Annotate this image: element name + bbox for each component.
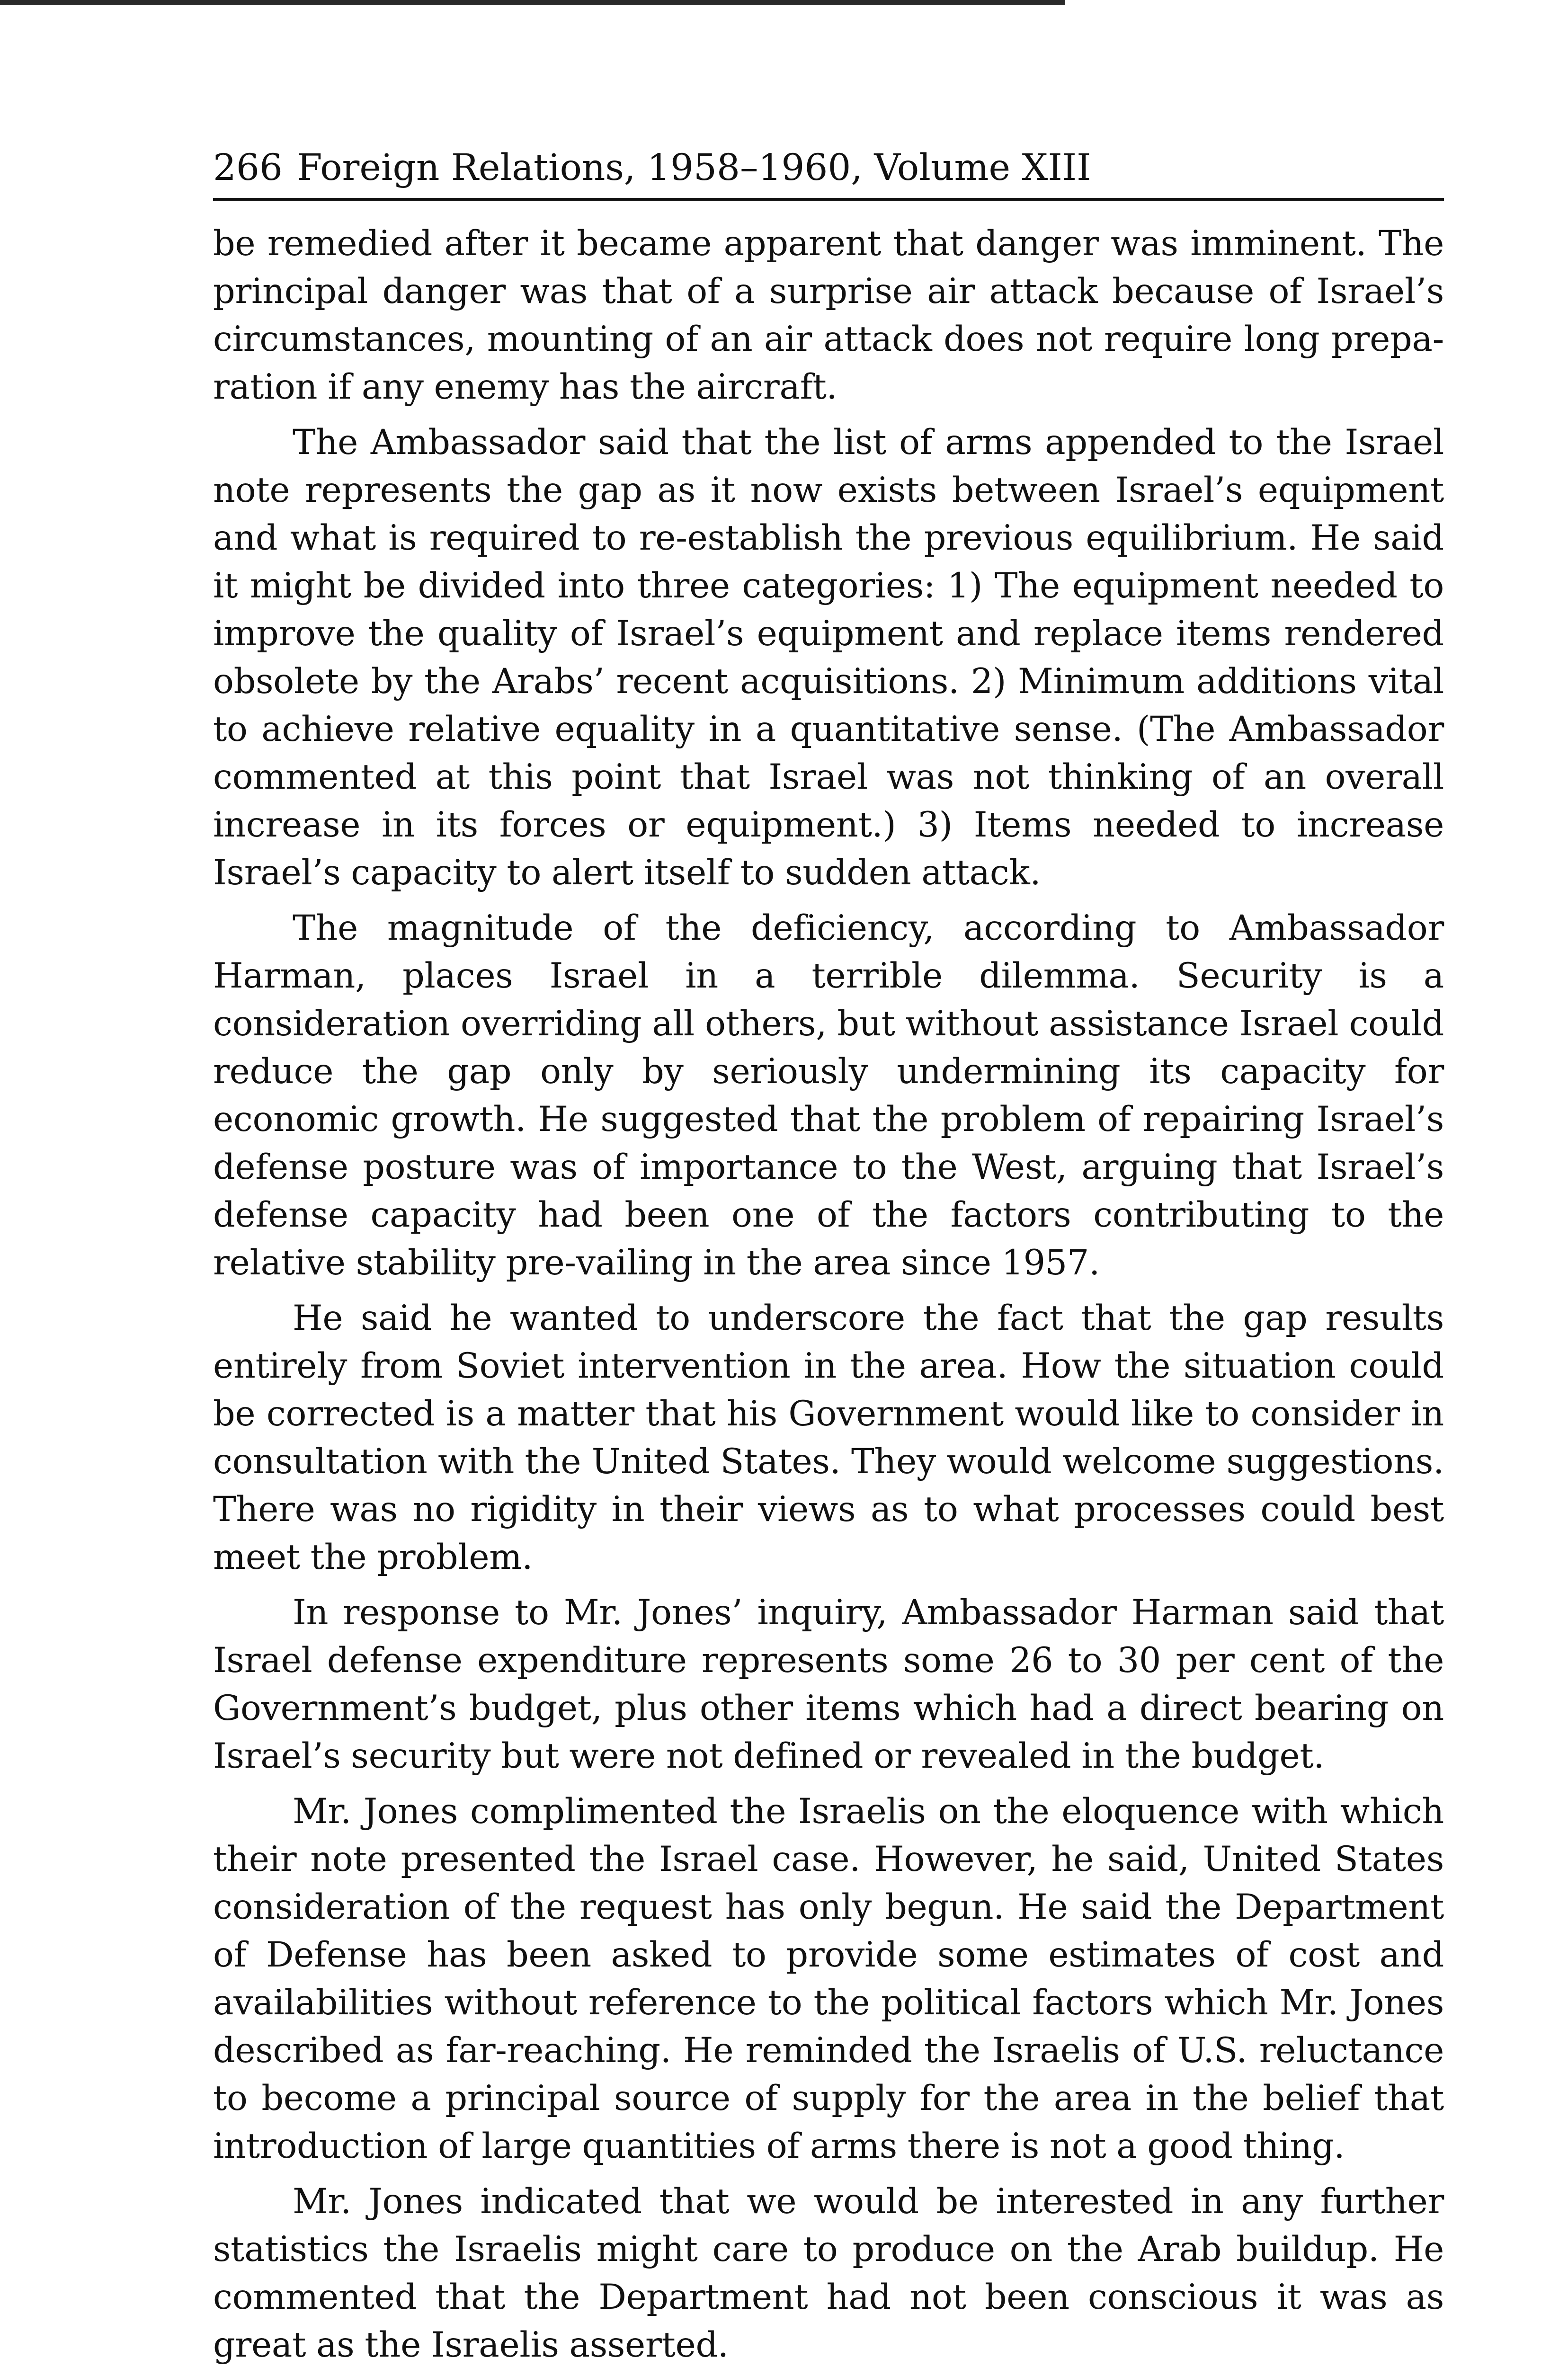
page-top-edge xyxy=(0,0,1065,5)
paragraph-6: Mr. Jones complimented the Israelis on the eloquence with which their note presented the Israel case. However, he said, United States consideration of the request has only begun. He said the Department of Defense has been asked to provide some estimates of cost and availabilities without reference to the political factors which Mr. Jones described as far-reaching. He reminded the Israelis of U.S. reluctance to become a principal source of supply for the area in the belief that introduction of large quantities of arms there is not a good thing. xyxy=(213,1791,1444,2166)
body-text xyxy=(213,220,1444,2367)
page-number: 266 xyxy=(213,147,283,189)
running-title: Foreign Relations, 1958–1960, Volume XIII xyxy=(296,147,1091,189)
paragraph-4: He said he wanted to underscore the fact that the gap results entirely from Soviet intervention in the area. How the situation could be corrected is a matter that his Government would like to consider in consultation with the United States. They would welcome suggestions. There was no rigidity in their views as to what processes could best meet the problem. xyxy=(213,1298,1444,1577)
paragraph-3: The magnitude of the deficiency, according to Ambassador Harman, places Israel in a terrible dilemma. Security is a consideration overriding all others, but without assistance Israel could reduce the gap only by seriously undermining its capacity for economic growth. He suggested that the problem of repairing Israel’s defense posture was of importance to the West, arguing that Israel’s defense capacity had been one of the factors contributing to the relative stability pre-vailing in the area since 1957. xyxy=(213,908,1444,1283)
paragraph-7: Mr. Jones indicated that we would be interested in any further statistics the Israelis might care to produce on the Arab buildup. He commented that the Department had not been conscious it was as great as the Israelis asserted. xyxy=(213,2181,1444,2365)
paragraph-5: In response to Mr. Jones’ inquiry, Ambassador Harman said that Israel defense expenditure represents some 26 to 30 per cent of the Government’s budget, plus other items which had a direct bearing on Israel’s security but were not defined or revealed in the budget. xyxy=(213,1593,1444,1776)
paragraph-2: The Ambassador said that the list of arms appended to the Israel note represents the gap as it now exists between Israel’s equipment and what is required to re-establish the previous equilibrium. He said it might be divided into three categories: 1) The equipment needed to improve the quality of Israel’s equipment and replace items rendered obsolete by the Arabs’ recent acquisitions. 2) Minimum additions vital to achieve relative equality in a quantitative sense. (The Ambassador commented at this point that Israel was not thinking of an overall increase in its forces or equipment.) 3) Items needed to increase Israel’s capacity to alert itself to sudden attack. xyxy=(213,422,1444,893)
document-page xyxy=(213,142,1444,2367)
running-head xyxy=(213,142,1444,201)
paragraph-1: be remedied after it became apparent that danger was imminent. The principal danger was that of a surprise air attack because of Israel’s circumstances, mounting of an air attack does not require long prepa-ration if any enemy has the aircraft. xyxy=(213,223,1444,407)
